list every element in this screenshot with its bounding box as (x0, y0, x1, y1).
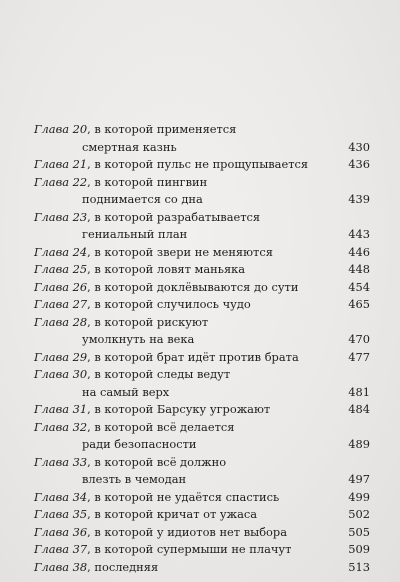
chapter-number: Глава 27 (34, 297, 88, 311)
toc-entry-title (34, 296, 251, 314)
page-number: 470 (348, 332, 370, 346)
chapter-number: Глава 26 (34, 279, 88, 294)
chapter-number: Глава 37 (34, 542, 88, 556)
chapter-number: Глава 32 (34, 419, 88, 434)
chapter-title-text: , в которой брат идёт против брата (87, 349, 299, 364)
toc-line (34, 209, 370, 227)
toc-entry-title (82, 191, 203, 209)
page-number: 430 (348, 139, 370, 154)
toc-line (34, 156, 370, 174)
toc-line (34, 244, 370, 262)
chapter-number: Глава 20 (34, 122, 88, 136)
chapter-number: Глава 31 (34, 402, 88, 416)
chapter-number: Глава 35 (34, 507, 88, 521)
chapter-title-text: , последняя (87, 559, 159, 574)
toc-entry-title (34, 244, 273, 262)
chapter-title-text: , в которой пульс не прощупывается (87, 157, 309, 171)
toc-entry-title (82, 139, 177, 157)
page-number: 448 (348, 262, 370, 276)
toc-line (34, 191, 370, 209)
page-number: 497 (348, 472, 370, 486)
toc-entry-title (82, 436, 196, 454)
toc-line (34, 489, 370, 507)
page-number: 446 (348, 244, 370, 259)
chapter-title-text: , в которой не удаётся спастись (87, 489, 280, 504)
toc-entry-title (34, 156, 308, 174)
toc-line (34, 139, 370, 157)
toc-line (34, 436, 370, 454)
toc-line (34, 366, 370, 384)
toc-line (34, 454, 370, 472)
chapter-number: Глава 25 (34, 262, 88, 276)
page-number: 465 (348, 297, 370, 311)
chapter-title-text: , в которой кричат от ужаса (87, 507, 258, 521)
toc-line (34, 331, 370, 349)
chapter-title-text: , в которой ловят маньяка (87, 262, 246, 276)
chapter-title-text: влезть в чемодан (82, 472, 187, 486)
toc-entry-title (34, 541, 291, 559)
toc-entry-title (34, 261, 245, 279)
toc-line (34, 559, 370, 577)
toc-line (34, 384, 370, 402)
toc-line (34, 541, 370, 559)
page-number: 499 (348, 489, 370, 504)
chapter-number: Глава 33 (34, 454, 88, 469)
chapter-title-text: , в которой случилось чудо (87, 297, 251, 311)
toc-entry-title (34, 366, 230, 384)
page-number: 502 (348, 507, 370, 521)
toc-entry-title (34, 454, 226, 472)
chapter-title-text: смертная казнь (82, 139, 177, 154)
toc-line (34, 226, 370, 244)
chapter-title-text: , в которой всё должно (87, 454, 227, 469)
chapter-title-text: гениальный план (82, 227, 188, 241)
toc-entry-title (34, 419, 234, 437)
page-number: 436 (348, 157, 370, 171)
chapter-title-text: , в которой супермыши не плачут (87, 542, 292, 556)
chapter-number: Глава 22 (34, 174, 88, 189)
chapter-title-text: , в которой следы ведут (87, 367, 231, 381)
chapter-title-text: , в которой у идиотов нет выбора (87, 524, 288, 539)
page-number: 481 (348, 384, 370, 399)
page-number: 477 (348, 349, 370, 364)
chapter-number: Глава 24 (34, 244, 88, 259)
toc-line (34, 314, 370, 332)
toc-entry-title (34, 524, 287, 542)
chapter-number: Глава 36 (34, 524, 88, 539)
chapter-number: Глава 38 (34, 559, 88, 574)
toc-entry-title (34, 314, 208, 332)
toc-entry-title (34, 349, 299, 367)
table-of-contents (34, 121, 370, 576)
chapter-title-text: , в которой применяется (87, 122, 237, 136)
page-number: 443 (348, 227, 370, 241)
chapter-title-text: умолкнуть на века (82, 332, 195, 346)
page-number: 513 (348, 559, 370, 574)
toc-line (34, 524, 370, 542)
chapter-number: Глава 23 (34, 209, 88, 224)
page-number: 509 (348, 542, 370, 556)
toc-line (34, 279, 370, 297)
chapter-title-text: на самый верх (82, 384, 170, 399)
toc-entry-title (82, 471, 186, 489)
chapter-title-text: , в которой разрабатывается (87, 209, 261, 224)
toc-entry-title (82, 331, 194, 349)
chapter-number: Глава 34 (34, 489, 88, 504)
toc-entry-title (34, 506, 257, 524)
toc-line (34, 349, 370, 367)
toc-entry-title (34, 559, 158, 577)
toc-line (34, 261, 370, 279)
page-number: 454 (348, 279, 370, 294)
toc-entry-title (34, 121, 236, 139)
page-number: 484 (348, 402, 370, 416)
toc-entry-title (34, 279, 298, 297)
page-number: 439 (348, 192, 370, 206)
toc-line (34, 401, 370, 419)
toc-line (34, 174, 370, 192)
chapter-title-text: ради безопасности (82, 437, 197, 451)
chapter-number: Глава 30 (34, 367, 88, 381)
toc-line (34, 121, 370, 139)
toc-line (34, 419, 370, 437)
chapter-title-text: , в которой доклёвываются до сути (87, 279, 299, 294)
page-number: 505 (348, 524, 370, 539)
toc-line (34, 296, 370, 314)
toc-entry-title (34, 174, 207, 192)
toc-line (34, 471, 370, 489)
toc-entry-title (82, 384, 169, 402)
chapter-title-text: , в которой всё делается (87, 419, 235, 434)
toc-entry-title (34, 489, 279, 507)
chapter-title-text: , в которой звери не меняются (87, 244, 273, 259)
toc-entry-title (82, 226, 187, 244)
chapter-title-text: , в которой Барсуку угрожают (87, 402, 271, 416)
chapter-number: Глава 21 (34, 157, 88, 171)
chapter-title-text: , в которой рискуют (87, 314, 209, 329)
toc-entry-title (34, 401, 270, 419)
chapter-number: Глава 29 (34, 349, 88, 364)
toc-entry-title (34, 209, 260, 227)
toc-line (34, 506, 370, 524)
chapter-title-text: , в которой пингвин (87, 174, 208, 189)
chapter-title-text: поднимается со дна (82, 192, 203, 206)
chapter-number: Глава 28 (34, 314, 88, 329)
page-number: 489 (348, 437, 370, 451)
